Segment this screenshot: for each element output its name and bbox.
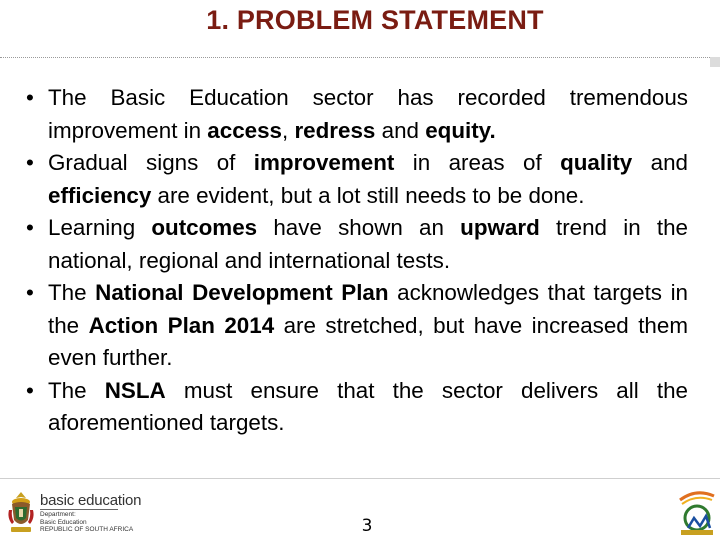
anniversary-logo-icon [676,488,718,538]
bullet-item: • The National Development Plan acknowledges that targets in the Action Plan 2014 are stretched, but have increased them even further. [26,277,688,375]
title-divider [0,57,720,58]
corner-mark [710,57,720,67]
logo-subtitle: Department: Basic Education REPUBLIC OF SOUTH AFRICA [40,511,134,533]
page-number: 3 [361,516,373,536]
bullet-item: • The NSLA must ensure that the sector delivers all the aforementioned targets. [26,375,688,440]
logo-divider [40,509,118,510]
logo-title: basic education [40,492,142,509]
footer-divider [0,478,720,479]
department-logo [40,492,180,538]
coat-of-arms-icon [6,490,36,534]
slide-title: 1. PROBLEM STATEMENT [206,5,544,35]
bullet-item: • The Basic Education sector has recorded tremendous improvement in access, redress and equity. [26,82,688,147]
title-bar [0,0,720,56]
bullet-item: • Learning outcomes have shown an upward trend in the national, regional and international tests. [26,212,688,277]
bullet-list [26,82,688,440]
bullet-item: • Gradual signs of improvement in areas of quality and efficiency are evident, but a lot still needs to be done. [26,147,688,212]
